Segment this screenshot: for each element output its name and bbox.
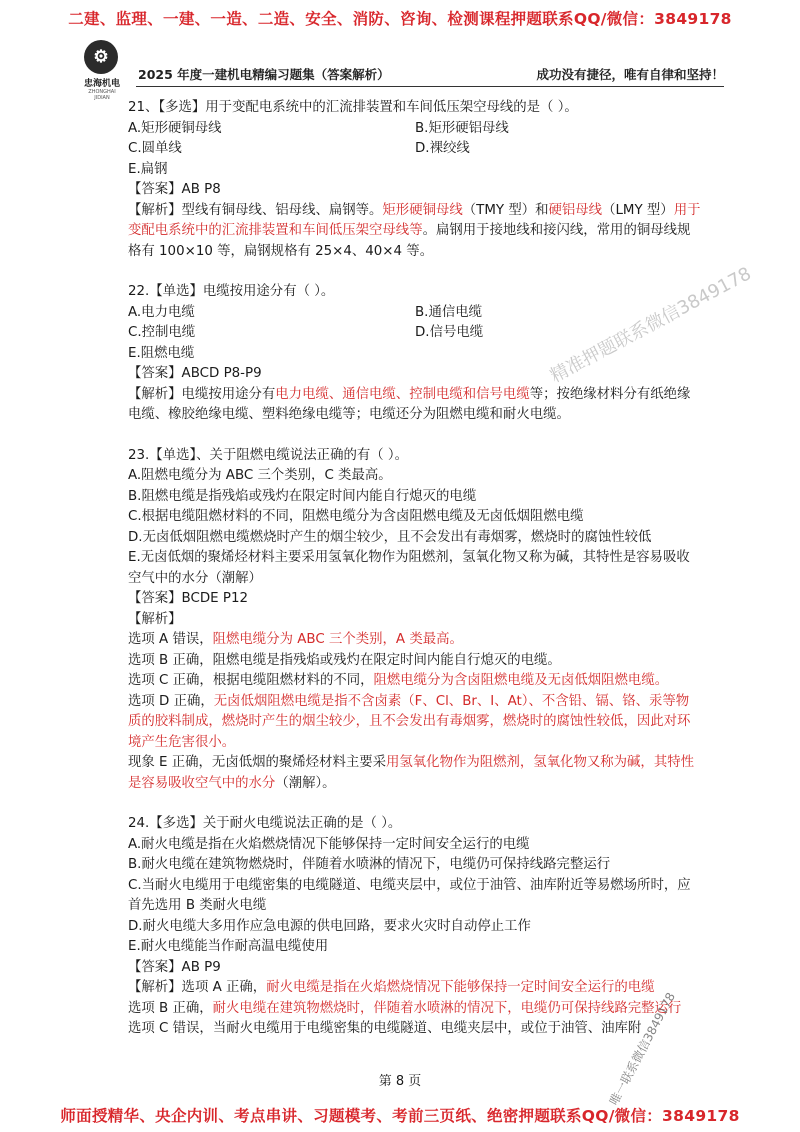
logo-name: 忠海机电 xyxy=(83,79,120,89)
option-a: A.电力电缆 xyxy=(128,304,195,320)
diagonal-watermark: 精准押题联系微信3849178 xyxy=(546,263,755,388)
analysis-segment: 等；按绝缘材料分有纸绝缘电缆、橡胶绝缘电缆、塑料绝缘电缆等；电缆还分为阻燃电缆和耐火电缆。 xyxy=(128,386,691,422)
question-24 xyxy=(128,814,702,1040)
analysis-text xyxy=(128,385,702,426)
analysis-segment: 选项 A 错误， xyxy=(128,632,213,647)
analysis-segment: 【解析】型线有铜母线、铝母线、扁钢等。 xyxy=(128,202,383,218)
analysis-highlight: 用于变配电系统中的汇流排装置和车间低压架空母线等 xyxy=(128,202,701,238)
analysis-highlight: 阻燃电缆分为 ABC 三个类别，A 类最高。 xyxy=(212,632,463,647)
answer-line: 【答案】BCDE P12 xyxy=(128,591,249,606)
analysis-item-c xyxy=(128,671,702,692)
option-b: B.通信电缆 xyxy=(415,304,483,320)
question-22 xyxy=(128,282,702,426)
analysis-highlight: 矩形硬铜母线 xyxy=(382,202,463,218)
analysis-segment: 。扁钢用于接地线和接闪线，常用的铜母线规格有 100×10 等，扁钢规格有 25×4、40×4 等。 xyxy=(128,223,691,259)
answer-line: 【答案】ABCD P8-P9 xyxy=(128,366,262,381)
question-stem: 21、【多选】用于变配电系统中的汇流排装置和车间低压架空母线的是（ ）。 xyxy=(128,100,578,115)
option-d: D.耐火电缆大多用作应急电源的供电回路，要求火灾时自动停止工作 xyxy=(128,918,531,934)
option-d: D.信号电缆 xyxy=(415,325,484,340)
analysis-segment: （LMY 型） xyxy=(602,202,674,218)
analysis-heading: 【解析】 xyxy=(128,611,182,627)
analysis-segment: 选项 B 正确， xyxy=(128,1000,213,1016)
option-e: E.无卤低烟的聚烯烃材料主要采用氢氧化物作为阻燃剂，氢氧化物又称为碱，其特性是容易吸收空气中的水分（潮解） xyxy=(128,550,690,586)
analysis-segment: （潮解）。 xyxy=(275,775,336,791)
analysis-highlight: 无卤低烟阻燃电缆是指不含卤素（F、Cl、Br、I、At）、不含铅、镉、铬、汞等物质的胶料制成，燃烧时产生的烟尘较少，且不会发出有毒烟雾，燃烧时的腐蚀性较低，因此对环境产生危害很小。 xyxy=(128,693,691,750)
option-d: D.无卤低烟阻燃电缆燃烧时产生的烟尘较少，且不会发出有毒烟雾，燃烧时的腐蚀性较低 xyxy=(128,529,652,545)
analysis-segment: （TMY 型）和 xyxy=(462,202,549,218)
question-stem: 23.【单选】、关于阻燃电缆说法正确的有（ ）。 xyxy=(128,447,408,463)
analysis-item-a xyxy=(128,978,702,999)
analysis-segment: 选项 C 错误，当耐火电缆用于电缆密集的电缆隧道、电缆夹层中，或位于油管、油库附 xyxy=(128,1021,642,1036)
answer-line: 【答案】AB P8 xyxy=(128,182,221,197)
option-list xyxy=(128,466,702,589)
option-e: E.阻燃电缆 xyxy=(128,345,195,361)
analysis-text xyxy=(128,201,702,263)
option-b: B.矩形硬铝母线 xyxy=(415,120,509,136)
analysis-item-b xyxy=(128,651,702,672)
analysis-item-b xyxy=(128,999,702,1020)
analysis-segment: 选项 B 正确，阻燃电缆是指残焰或残灼在限定时间内能自行熄灭的电缆。 xyxy=(128,652,561,668)
option-e: E.耐火电缆能当作耐高温电缆使用 xyxy=(128,939,329,954)
analysis-highlight: 耐火电缆是指在火焰燃烧情况下能够保持一定时间安全运行的电缆 xyxy=(266,980,655,995)
option-e: E.扁钢 xyxy=(128,161,168,177)
option-list xyxy=(128,303,702,365)
header-slogan: 成功没有捷径，唯有自律和坚持！ xyxy=(536,67,724,82)
option-a: A.耐火电缆是指在火焰燃烧情况下能够保持一定时间安全运行的电缆 xyxy=(128,836,530,852)
option-b: B.阻燃电缆是指残焰或残灼在限定时间内能自行熄灭的电缆 xyxy=(128,488,477,504)
page-number: 第 8 页 xyxy=(378,1074,422,1089)
option-d: D.裸绞线 xyxy=(415,141,470,156)
logo-subtitle: ZHONGHAI JIDIAN xyxy=(88,89,116,101)
option-c: C.控制电缆 xyxy=(128,325,196,340)
analysis-item-a xyxy=(128,630,702,651)
logo-emblem-icon: ⚙ xyxy=(84,40,118,74)
analysis-item-d xyxy=(128,692,702,754)
analysis-segment: 选项 D 正确， xyxy=(128,693,214,709)
question-23 xyxy=(128,446,702,795)
answer-line: 【答案】AB P9 xyxy=(128,959,221,975)
analysis-item-c xyxy=(128,1019,702,1040)
option-b: B.耐火电缆在建筑物燃烧时，伴随着水喷淋的情况下，电缆仍可保持线路完整运行 xyxy=(128,857,611,872)
option-a: A.阻燃电缆分为 ABC 三个类别，C 类最高。 xyxy=(128,468,392,483)
question-21 xyxy=(128,98,702,262)
page-header xyxy=(80,40,724,101)
analysis-segment: 现象 E 正确，无卤低烟的聚烯烃材料主要采 xyxy=(128,755,387,770)
option-c: C.圆单线 xyxy=(128,141,182,156)
option-c: C.根据电缆阻燃材料的不同，阻燃电缆分为含卤阻燃电缆及无卤低烟阻燃电缆 xyxy=(128,509,584,524)
option-a: A.矩形硬铜母线 xyxy=(128,120,222,136)
promo-banner-bottom: 师面授精华、央企内训、考点串讲、习题模考、考前三页纸、绝密押题联系QQ/微信：3849178 xyxy=(60,1107,740,1125)
analysis-highlight: 用氢氧化物作为阻燃剂，氢氧化物又称为碱，其特性是容易吸收空气中的水分 xyxy=(128,755,694,791)
question-stem: 24.【多选】关于耐火电缆说法正确的是（ ）。 xyxy=(128,816,402,831)
analysis-highlight: 阻燃电缆分为含卤阻燃电缆及无卤低烟阻燃电缆。 xyxy=(373,673,669,688)
header-divider xyxy=(136,86,724,87)
analysis-highlight: 耐火电缆在建筑物燃烧时，伴随着水喷淋的情况下，电缆仍可保持线路完整运行 xyxy=(212,1000,682,1016)
option-list xyxy=(128,835,702,958)
analysis-item-e xyxy=(128,753,702,794)
document-title: 2025 年度一建机电精编习题集（答案解析） xyxy=(138,67,390,82)
analysis-segment: 【解析】电缆按用途分有 xyxy=(128,386,276,402)
option-c: C.当耐火电缆用于电缆密集的电缆隧道、电缆夹层中，或位于油管、油库附近等易燃场所时，应首先选用 B 类耐火电缆 xyxy=(128,877,691,913)
page-content xyxy=(128,98,702,1060)
option-list xyxy=(128,119,702,181)
analysis-segment: 【解析】选项 A 正确， xyxy=(128,980,267,995)
corner-watermark: 唯一联系微信3849178 xyxy=(606,990,679,1108)
analysis-highlight: 电力电缆、通信电缆、控制电缆和信号电缆 xyxy=(275,386,530,402)
promo-banner-top: 二建、监理、一建、一造、二造、安全、消防、咨询、检测课程押题联系QQ/微信：3849178 xyxy=(68,10,732,28)
question-stem: 22.【单选】电缆按用途分有（ ）。 xyxy=(128,284,335,299)
analysis-highlight: 硬铝母线 xyxy=(548,202,603,218)
company-logo xyxy=(80,40,124,101)
analysis-segment: 选项 C 正确，根据电缆阻燃材料的不同， xyxy=(128,673,374,688)
